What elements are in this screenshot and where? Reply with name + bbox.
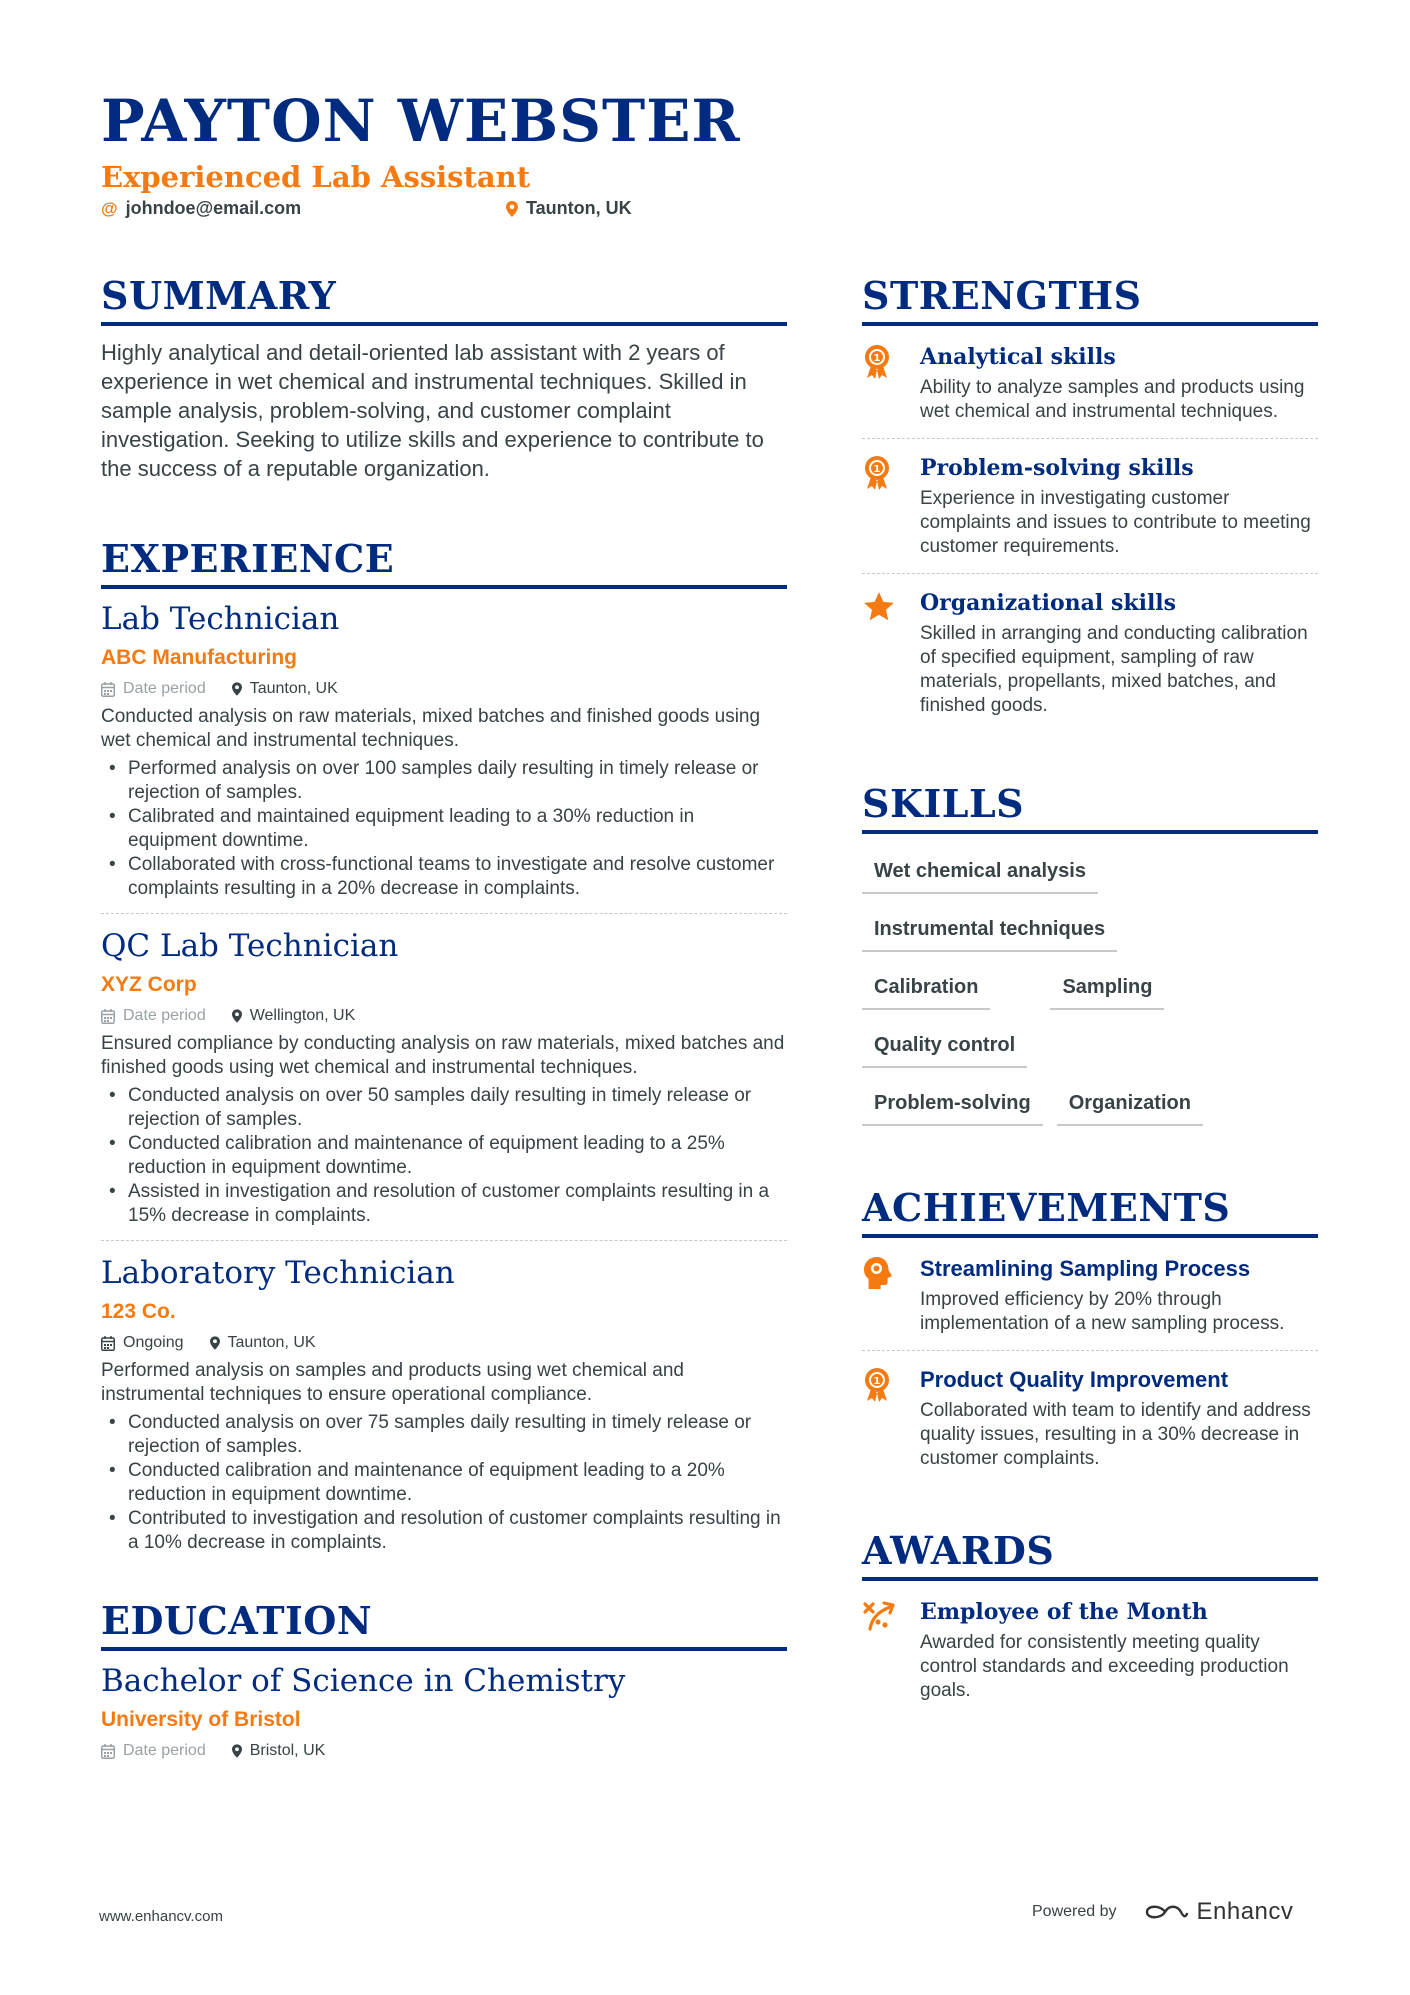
job-date — [101, 677, 206, 701]
enhancv-logo-icon — [1143, 1900, 1191, 1924]
footer-branding — [1032, 1898, 1293, 1926]
education-date-text: Date period — [123, 1742, 206, 1759]
summary-text: Highly analytical and detail-oriented lab assistant with 2 years of experience in wet chemical and instrumental techniques. Skilled in sample analysis, problem-solving, and customer complaint investigation. Seeking to utilize skills and experience to contribute to the success of a reputable organization. — [101, 340, 764, 481]
achievement-item — [862, 1238, 1318, 1351]
achievement-title: Product Quality Improvement — [920, 1367, 1229, 1392]
job-location-text: Taunton, UK — [227, 1334, 316, 1351]
contact-row — [101, 198, 1321, 228]
strengths-heading: STRENGTHS — [862, 270, 1318, 326]
education-heading: EDUCATION — [101, 1595, 787, 1651]
experience-heading: EXPERIENCE — [101, 533, 787, 589]
strength-title: Organizational skills — [920, 590, 1177, 616]
experience-item — [101, 1241, 787, 1567]
education-location — [232, 1739, 326, 1763]
job-bullet: • Assisted in investigation and resolution of customer complaints resulting in a 15% decrease in complaints. — [101, 1180, 787, 1228]
job-company: ABC Manufacturing — [101, 646, 297, 669]
award-body — [920, 1597, 1318, 1703]
strength-body — [920, 453, 1318, 559]
skills-heading: SKILLS — [862, 778, 1318, 834]
map-pin-icon — [210, 1336, 220, 1350]
strengths-section — [862, 270, 1318, 732]
job-role: Lab Technician — [101, 601, 340, 637]
svg-text:1: 1 — [873, 464, 881, 475]
job-meta — [101, 1004, 787, 1028]
svg-text:1: 1 — [873, 353, 881, 364]
head-brain-icon — [862, 1254, 920, 1336]
job-bullets — [101, 757, 787, 901]
skill-tag: Wet chemical analysis — [862, 850, 1098, 894]
experience-item — [101, 589, 787, 914]
job-bullet: • Collaborated with cross-functional teams to investigate and resolve customer complaints resulting in a 20% decrease in complaints. — [101, 853, 787, 901]
strength-title: Problem-solving skills — [920, 455, 1194, 481]
email-text: johndoe@email.com — [125, 198, 302, 218]
job-company: XYZ Corp — [101, 973, 197, 996]
education-location-text: Bristol, UK — [249, 1742, 326, 1759]
strength-description: Skilled in arranging and conducting calibration of specified equipment, sampling of raw materials, propellants, mixed batches, and finished goods. — [920, 623, 1308, 716]
skill-tag: Quality control — [862, 1024, 1027, 1068]
achievement-body — [920, 1254, 1318, 1336]
strength-description: Experience in investigating customer complaints and issues to contribute to meeting customer requirements. — [920, 488, 1311, 557]
award-ribbon-icon — [862, 1365, 920, 1471]
map-pin-icon — [232, 682, 242, 696]
map-pin-icon — [232, 1009, 242, 1023]
awards-heading: AWARDS — [862, 1525, 1318, 1581]
job-location — [210, 1331, 316, 1355]
strength-body — [920, 342, 1318, 424]
experience-item — [101, 914, 787, 1241]
powered-by-label: Powered by — [1032, 1903, 1117, 1920]
resume-header — [101, 86, 1321, 228]
star-icon — [862, 588, 920, 718]
job-bullet: • Contributed to investigation and resolution of customer complaints resulting in a 10% decrease in complaints. — [101, 1507, 787, 1555]
skills-section — [862, 778, 1318, 1140]
award-ribbon-icon — [862, 453, 920, 559]
left-column — [101, 270, 787, 1775]
job-date-text: Ongoing — [123, 1334, 184, 1351]
award-item — [862, 1581, 1318, 1717]
strength-item — [862, 326, 1318, 439]
education-item — [101, 1651, 787, 1775]
degree: Bachelor of Science in Chemistry — [101, 1663, 626, 1699]
awards-section — [862, 1525, 1318, 1717]
skill-tag: Problem-solving — [862, 1082, 1043, 1126]
job-description: Conducted analysis on raw materials, mixed batches and finished goods using wet chemical and instrumental techniques. — [101, 706, 761, 751]
strength-description: Ability to analyze samples and products using wet chemical and instrumental techniques. — [920, 377, 1305, 422]
award-ribbon-icon — [862, 342, 920, 424]
location-text: Taunton, UK — [526, 198, 632, 218]
summary-section — [101, 270, 787, 483]
enhancv-logo[interactable] — [1143, 1898, 1294, 1926]
job-company: 123 Co. — [101, 1300, 176, 1323]
job-bullets — [101, 1084, 787, 1228]
calendar-icon — [101, 1336, 115, 1351]
award-title: Employee of the Month — [920, 1599, 1208, 1625]
achievement-description: Collaborated with team to identify and address quality issues, resulting in a 30% decrease in customer complaints. — [920, 1400, 1311, 1469]
calendar-icon — [101, 682, 115, 697]
job-location — [232, 1004, 356, 1028]
job-description: Ensured compliance by conducting analysis on raw materials, mixed batches and finished goods using wet chemical and instrumental techniques. — [101, 1033, 785, 1078]
skill-tag: Sampling — [1050, 966, 1164, 1010]
job-bullet: • Conducted calibration and maintenance of equipment leading to a 25% reduction in equipment downtime. — [101, 1132, 787, 1180]
job-meta — [101, 1331, 787, 1355]
strength-title: Analytical skills — [920, 344, 1116, 370]
achievement-description: Improved efficiency by 20% through implementation of a new sampling process. — [920, 1289, 1285, 1334]
skills-list — [862, 850, 1318, 1140]
education-date — [101, 1739, 206, 1763]
candidate-name: PAYTON WEBSTER — [101, 87, 741, 155]
strength-item — [862, 439, 1318, 574]
achievement-title: Streamlining Sampling Process — [920, 1256, 1251, 1281]
job-bullet: • Performed analysis on over 100 samples daily resulting in timely release or rejection of samples. — [101, 757, 787, 805]
map-pin-icon — [506, 201, 518, 217]
strength-body — [920, 588, 1318, 718]
strength-item — [862, 574, 1318, 732]
strategy-arrow-icon — [862, 1597, 920, 1703]
experience-section — [101, 533, 787, 1567]
calendar-icon — [101, 1009, 115, 1024]
education-meta — [101, 1739, 787, 1763]
job-meta — [101, 677, 787, 701]
job-date — [101, 1331, 184, 1355]
job-role: Laboratory Technician — [101, 1255, 455, 1291]
skill-tag: Instrumental techniques — [862, 908, 1117, 952]
skill-tag: Calibration — [862, 966, 990, 1010]
skill-tag: Organization — [1057, 1082, 1203, 1126]
svg-text:1: 1 — [873, 1376, 881, 1387]
job-date — [101, 1004, 206, 1028]
job-role: QC Lab Technician — [101, 928, 399, 964]
achievements-heading: ACHIEVEMENTS — [862, 1182, 1318, 1238]
calendar-icon — [101, 1744, 115, 1759]
job-location — [232, 677, 338, 701]
school: University of Bristol — [101, 1708, 301, 1731]
achievement-body — [920, 1365, 1318, 1471]
contact-location — [506, 198, 632, 219]
right-column — [862, 270, 1318, 1717]
job-bullet: • Calibrated and maintained equipment leading to a 30% reduction in equipment downtime. — [101, 805, 787, 853]
job-bullets — [101, 1411, 787, 1555]
job-date-text: Date period — [123, 1007, 206, 1024]
achievements-section — [862, 1182, 1318, 1485]
summary-heading: SUMMARY — [101, 270, 787, 326]
at-sign-icon: @ — [101, 198, 118, 218]
job-bullet: • Conducted calibration and maintenance of equipment leading to a 20% reduction in equipment downtime. — [101, 1459, 787, 1507]
candidate-title: Experienced Lab Assistant — [101, 160, 531, 194]
job-bullet: • Conducted analysis on over 50 samples daily resulting in timely release or rejection of samples. — [101, 1084, 787, 1132]
award-description: Awarded for consistently meeting quality control standards and exceeding production goals. — [920, 1632, 1289, 1701]
brand-name: Enhancv — [1196, 1898, 1294, 1925]
job-description: Performed analysis on samples and products using wet chemical and instrumental techniques to ensure operational compliance. — [101, 1360, 684, 1405]
education-section — [101, 1595, 787, 1775]
job-location-text: Taunton, UK — [249, 680, 338, 697]
job-bullet: • Conducted analysis on over 75 samples daily resulting in timely release or rejection of samples. — [101, 1411, 787, 1459]
map-pin-icon — [232, 1744, 242, 1758]
footer-website[interactable]: www.enhancv.com — [99, 1908, 223, 1925]
job-date-text: Date period — [123, 680, 206, 697]
achievement-item — [862, 1351, 1318, 1485]
job-location-text: Wellington, UK — [249, 1007, 356, 1024]
contact-email[interactable] — [101, 198, 301, 219]
